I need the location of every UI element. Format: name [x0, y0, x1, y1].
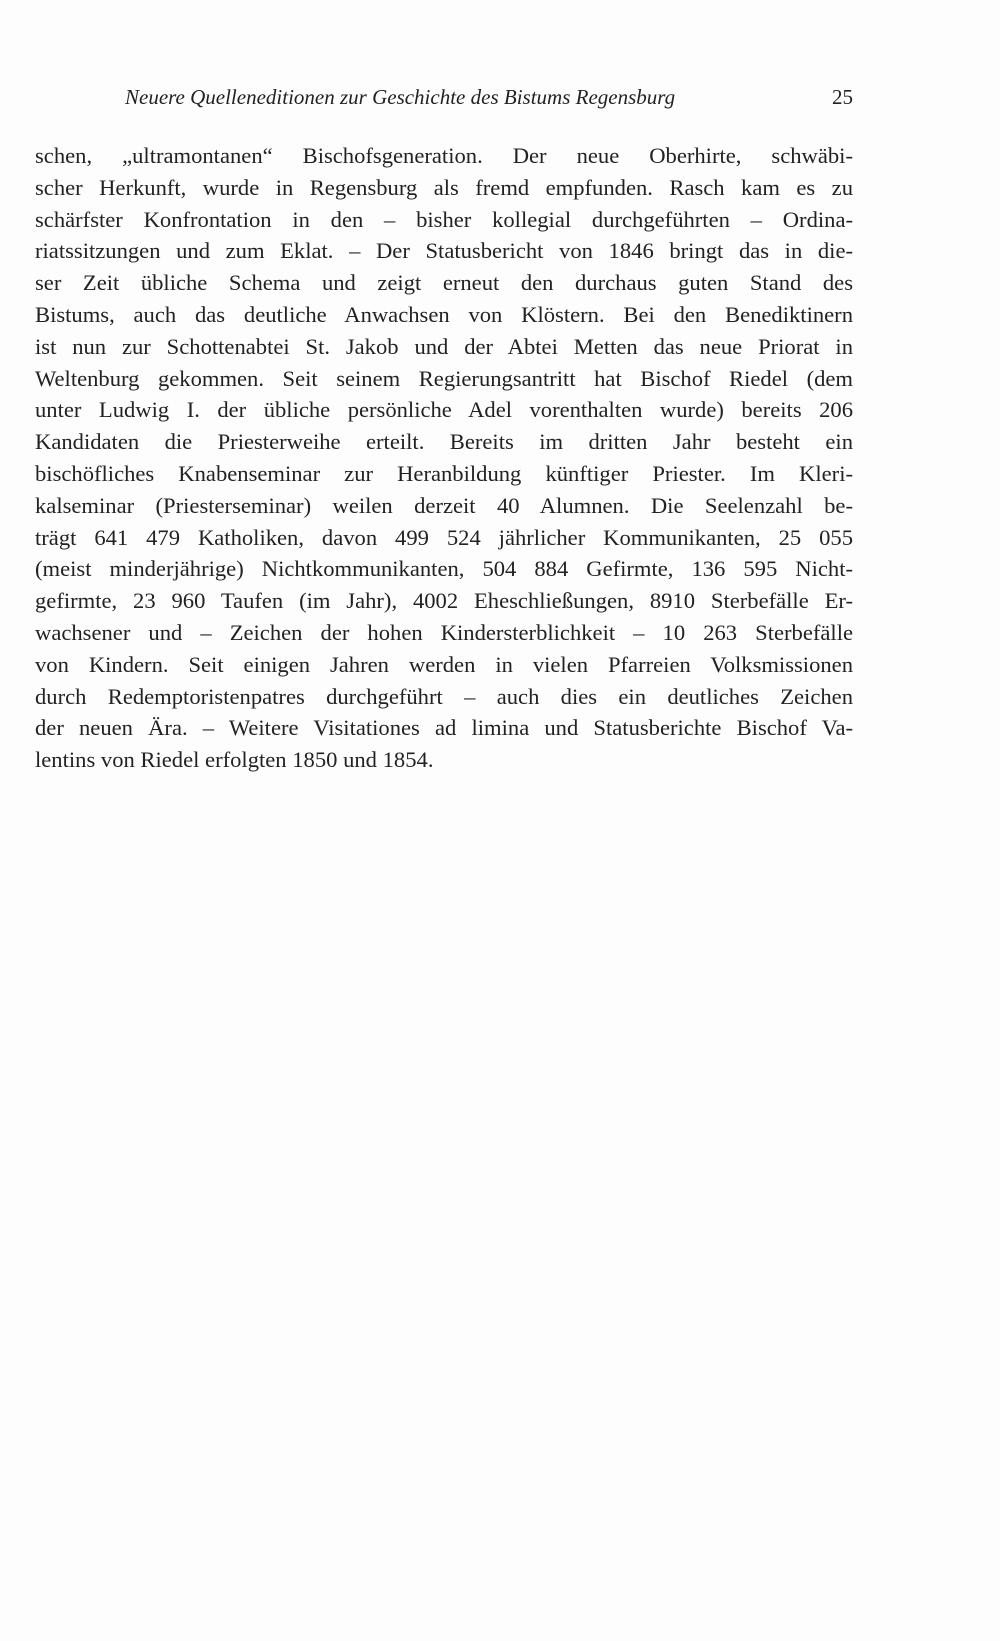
running-title: Neuere Quelleneditionen zur Geschichte des Bistums Regensburg — [125, 85, 676, 109]
text-line: gefirmte, 23 960 Taufen (im Jahr), 4002 Eheschließungen, 8910 Sterbefälle Er- — [35, 588, 853, 614]
text-line: (meist minderjährige) Nichtkommunikanten, 504 884 Gefirmte, 136 595 Nicht- — [35, 556, 853, 582]
text-line: der neuen Ära. – Weitere Visitationes ad limina und Statusberichte Bischof Va- — [35, 715, 853, 741]
text-line: unter Ludwig I. der übliche persönliche Adel vorenthalten wurde) bereits 206 — [35, 397, 853, 423]
text-line: Kandidaten die Priesterweihe erteilt. Bereits im dritten Jahr besteht ein — [35, 429, 853, 455]
text-line: lentins von Riedel erfolgten 1850 und 1854. — [35, 747, 434, 773]
text-line: ist nun zur Schottenabtei St. Jakob und der Abtei Metten das neue Priorat in — [35, 333, 853, 359]
text-line: Weltenburg gekommen. Seit seinem Regierungsantritt hat Bischof Riedel (dem — [35, 365, 853, 391]
text-line: bischöfliches Knabenseminar zur Heranbildung künftiger Priester. Im Kleri- — [35, 460, 853, 486]
text-line: schärfster Konfrontation in den – bisher kollegial durchgeführten – Ordina- — [35, 206, 853, 232]
text-line: von Kindern. Seit einigen Jahren werden in vielen Pfarreien Volksmissionen — [35, 651, 853, 677]
text-line: Bistums, auch das deutliche Anwachsen von Klöstern. Bei den Benediktinern — [35, 301, 853, 327]
text-line: ser Zeit übliche Schema und zeigt erneut den durchaus guten Stand des — [35, 270, 853, 296]
text-line: trägt 641 479 Katholiken, davon 499 524 jährlicher Kommunikanten, 25 055 — [35, 524, 853, 550]
body-paragraph — [35, 140, 853, 776]
page-number: 25 — [832, 85, 853, 109]
text-line: riatssitzungen und zum Eklat. – Der Statusbericht von 1846 bringt das in die- — [35, 238, 853, 264]
text-line: kalseminar (Priesterseminar) weilen derzeit 40 Alumnen. Die Seelenzahl be- — [35, 492, 853, 518]
text-line: durch Redemptoristenpatres durchgeführt – auch dies ein deutliches Zeichen — [35, 683, 853, 709]
text-line: scher Herkunft, wurde in Regensburg als fremd empfunden. Rasch kam es zu — [35, 174, 853, 200]
running-head — [125, 84, 853, 110]
text-line: wachsener und – Zeichen der hohen Kindersterblichkeit – 10 263 Sterbefälle — [35, 619, 853, 645]
text-line: schen, „ultramontanen“ Bischofsgeneration. Der neue Oberhirte, schwäbi- — [35, 143, 853, 168]
